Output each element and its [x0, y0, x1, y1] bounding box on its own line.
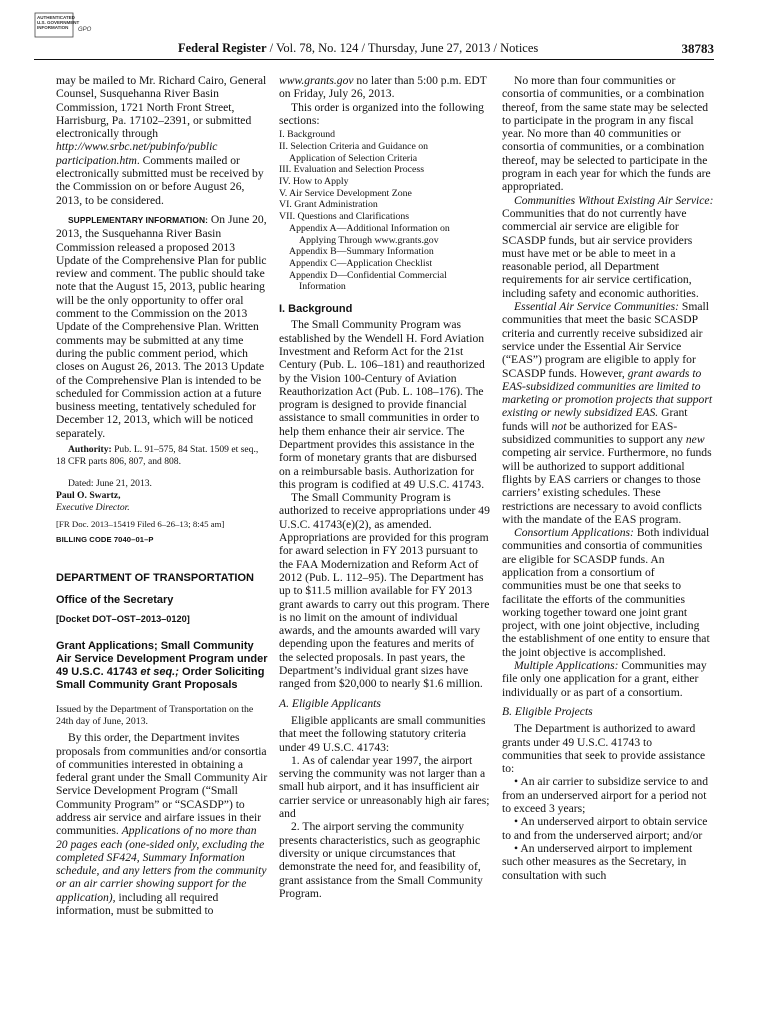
toc-item: VI. Grant Administration [279, 199, 378, 211]
paragraph: may be mailed to Mr. Richard Cairo, General Counsel, Susquehanna River Basin Commission, 1721 North Front Street, Harrisburg, Pa. 17102–2391, or submitted electronically through http://www.srbc.net/pubinfo/public participation.htm. Comments mailed or electronically submitted must be received by the Commission on or before August 26, 2013, to be considered. [56, 74, 267, 207]
page-number: 38783 [681, 41, 714, 56]
toc-item: Appendix C—Application Checklist [289, 257, 433, 269]
gpo-authentication-logo [34, 12, 106, 38]
toc-item: Application of Selection Criteria [289, 152, 418, 164]
toc-item: Appendix D—Confidential Commercial [289, 269, 447, 281]
header-rule [34, 59, 714, 60]
gpo-seal-text: AUTHENTICATED U.S. GOVERNMENT INFORMATION [37, 15, 80, 30]
subsection-heading: B. Eligible Projects [502, 704, 593, 718]
toc-item: Information [299, 281, 346, 293]
signer-title: Executive Director. [56, 502, 130, 514]
list-item: • An underserved airport to obtain service to and from the underserved airport; and/or [502, 815, 708, 842]
paragraph: Communities Without Existing Air Service: Communities that do not currently have commercial air service are eligible for SCASDP funds, but air service providers must have met or be able to meet in a reasonable period, all Department requirements for air service certification, including safety and economic authorities. [502, 193, 714, 300]
paragraph: 1. As of calendar year 1997, the airport serving the community was not larger than a small hub airport, and it has insufficient air carrier service or unreasonably high air fares; and [279, 753, 490, 821]
document-title: Grant Applications; Small Community Air Service Development Program under 49 U.S.C. 41743 et seq.; Order Soliciting Small Community Grant Proposals [56, 640, 268, 692]
link: www.grants.gov [279, 74, 354, 87]
toc-item: V. Air Service Development Zone [279, 187, 412, 199]
paragraph: The Department is authorized to award grants under 49 U.S.C. 41743 to communities that seek to provide assistance to: [502, 722, 706, 776]
column-2 [279, 74, 491, 900]
toc-item: Applying Through www.grants.gov [299, 234, 439, 246]
column-3 [502, 74, 714, 882]
list-item: • An air carrier to subsidize service to and from an underserved airport for a period not to exceed 3 years; [502, 775, 708, 816]
table-of-contents [279, 129, 491, 293]
toc-item: II. Selection Criteria and Guidance on [279, 140, 429, 152]
issue-info: / Vol. 78, No. 124 / Thursday, June 27, 2013 / Notices [266, 41, 539, 55]
section-heading: I. Background [279, 303, 353, 316]
column-1 [56, 74, 268, 917]
paragraph: This order is organized into the following sections: [279, 100, 484, 127]
fr-doc: [FR Doc. 2013–15419 Filed 6–26–13; 8:45 am] [56, 519, 225, 530]
billing-code: BILLING CODE 7040–01–P [56, 535, 154, 545]
paragraph: Essential Air Service Communities: Small communities that meet the basic SCASDP criteria and currently receive subsidized air service under the Essential Air Service (“EAS”) program are eligible to apply for SCASDP funds. However, grant awards to EAS-subsidized communities are limited to marketing or promotion projects that support existing or newly subsidized EAS. Grant funds will not be authorized for EAS-subsidized communities to support any new competing air service. Furthermore, no funds will be authorized to support additional flights by EAS carriers or changes to those carriers’ existing schedules. These restrictions are necessary to avoid conflicts with the mandate of the EAS program. [502, 300, 713, 526]
paragraph: Eligible applicants are small communities that meet the following statutory criteria under 49 U.S.C. 41743: [279, 713, 486, 754]
toc-item: Appendix A—Additional Information on [289, 222, 450, 234]
list-item: • An underserved airport to implement such other measures as the Secretary, in consultation with such [502, 841, 693, 882]
toc-item: IV. How to Apply [279, 176, 349, 187]
agency-name: DEPARTMENT OF TRANSPORTATION [56, 572, 254, 585]
authority: Authority: Pub. L. 91–575, 84 Stat. 1509 et seq., 18 CFR parts 806, 807, and 808. [56, 444, 259, 468]
toc-item: VII. Questions and Clarifications [279, 211, 410, 223]
issued-statement: Issued by the Department of Transportation on the 24th day of June, 2013. [56, 704, 254, 728]
running-header [178, 41, 538, 56]
link: http://www.srbc.net/pubinfo/public participation.htm [56, 140, 218, 167]
paragraph: 2. The airport serving the community presents characteristics, such as geographic diversity or unique circumstances that demonstrate the need for, and feasibility of, grant assistance from the Small Community Program. [279, 820, 483, 900]
paragraph: The Small Community Program is authorized to receive appropriations under 49 U.S.C. 41743(e)(2), as amended. Appropriations are provided for this program for award selection in FY 2013 pursuant to the FAA Modernization and Reform Act of 2012 (Pub. L. 112–95). The Department has up to $11.5 million available for FY 2013 grant awards to carry out this program. There is no limit on the amount of individual awards, and the amounts awarded will vary depending upon the features and merits of the selected proposals. In past years, the Department’s individual grant sizes have ranged from $20,000 to nearly $1.6 million. [279, 491, 490, 691]
paragraph: Multiple Applications: Communities may file only one application for a grant, either individually or as part of a consortium. [502, 659, 707, 699]
gpo-mark: GPO [78, 27, 92, 33]
paragraph: By this order, the Department invites proposals from communities and/or consortia of communities interested in obtaining a federal grant under the Small Community Air Service Development Program (“Small Community Program” or “SCASDP”) to address air service and airfare issues in their communities. Applications of no more than 20 pages each (one-sided only, excluding the completed SF424, Summary Information schedule, and any letters from the community or an air carrier showing support for the application), including all required information, must be submitted to [56, 731, 268, 918]
office-name: Office of the Secretary [56, 593, 174, 606]
paragraph: No more than four communities or consortia of communities, or a combination thereof, from the same state may be selected to participate in the program in any fiscal year. No more than 40 communities or consortia of communities, or a combination thereof, may be selected to participate in the program in each year for which the funds are appropriated. [502, 74, 711, 194]
page-header [0, 0, 770, 60]
paragraph: The Small Community Program was established by the Wendell H. Ford Aviation Investment and Reform Act for the 21st Century (Pub. L. 106–181) and reauthorized by the Vision 100-Century of Aviation Reauthorization Act (Pub. L. 108–176). The program is designed to provide financial assistance to small communities in order to help them enhance their air service. The Department provides this assistance in the form of monetary grants that are disbursed on a reimbursable basis. Authorization for this program is codified at 49 U.S.C. 41743. [279, 318, 485, 491]
toc-item: Appendix B—Summary Information [289, 246, 434, 258]
signer: Paul O. Swartz, [56, 490, 121, 502]
paragraph: Consortium Applications: Both individual communities and consortia of communities are eligible for SCASDP funds. An application from a consortium of communities must be one that seeks to facilitate the efforts of the communities working together toward one joint grant project, with one joint objective, including the establishment of one entity to ensure that the joint objective is accomplished. [502, 526, 710, 659]
publication-name: Federal Register [178, 41, 267, 55]
subsection-heading: A. Eligible Applicants [279, 696, 381, 710]
dated: Dated: June 21, 2013. [68, 478, 152, 490]
toc-item: I. Background [279, 129, 336, 141]
toc-item: III. Evaluation and Selection Process [279, 164, 425, 176]
docket-number: [Docket DOT–OST–2013–0120] [56, 613, 190, 624]
supplementary-information: SUPPLEMENTARY INFORMATION: On June 20, 2013, the Susquehanna River Basin Commission released a proposed 2013 Update of the Comprehensive Plan for public review and comment. The public should take note that the August 15, 2013, public hearing will be the only opportunity to offer oral comment to the Commission on the 2013 Update of the Comprehensive Plan. Written comments may be submitted at any time during the public comment period, which closes on August 26, 2013. The 2013 Update of the Comprehensive Plan is intended to be scheduled for Commission action at a future business meeting, tentatively scheduled for December 12, 2013, which will be noticed separately. [56, 212, 267, 440]
paragraph: www.grants.gov no later than 5:00 p.m. EDT on Friday, July 26, 2013. [279, 74, 487, 101]
